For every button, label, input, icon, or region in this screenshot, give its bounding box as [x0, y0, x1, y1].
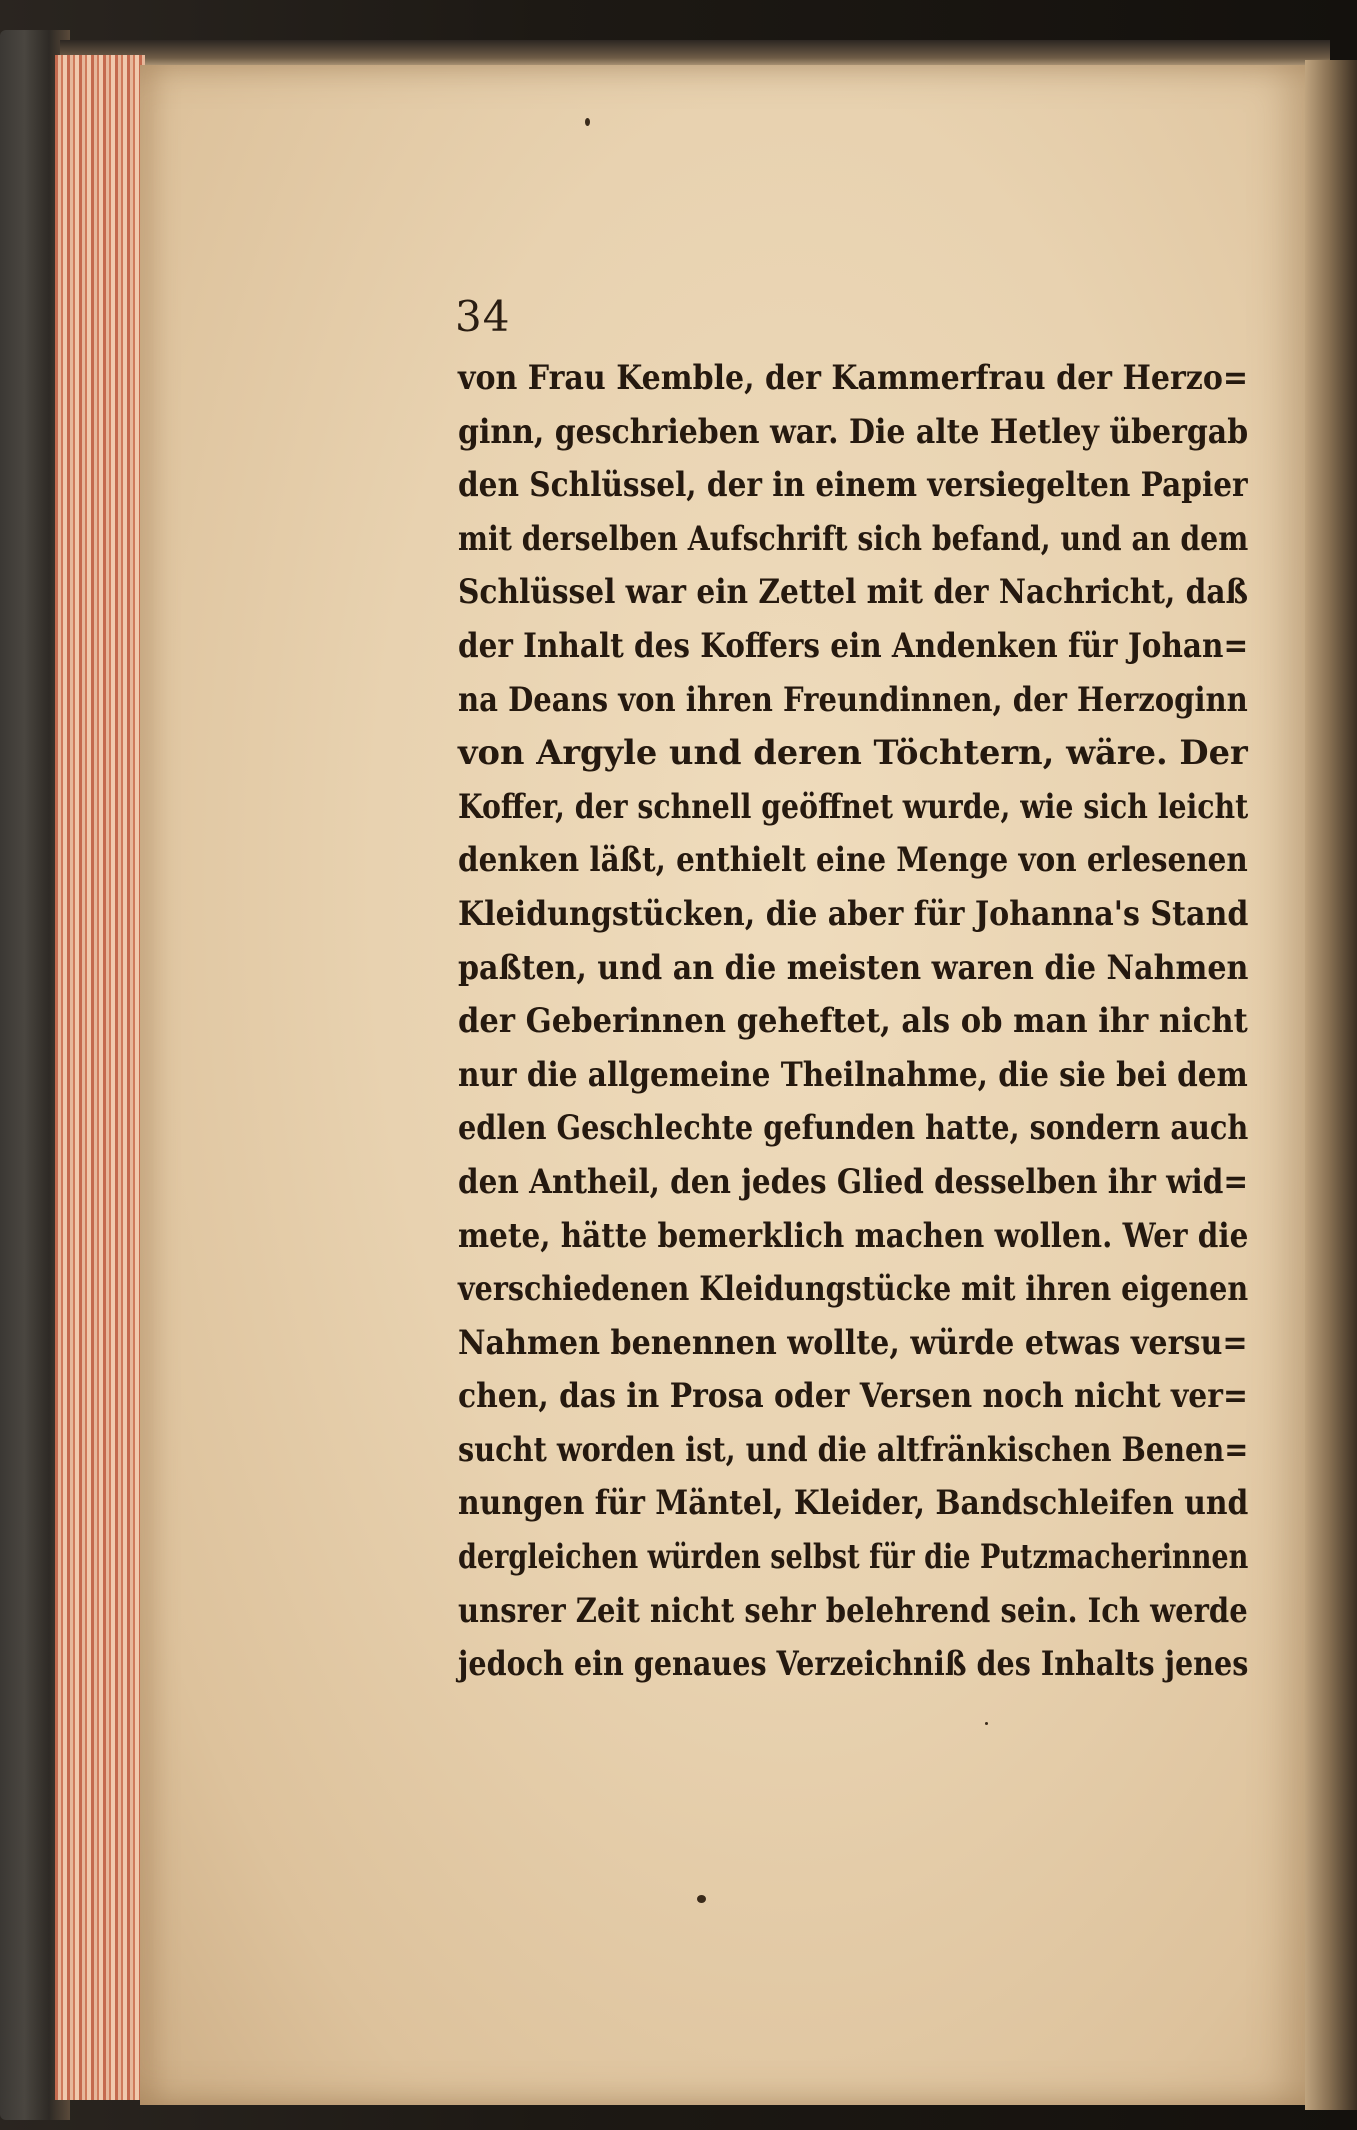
text-line: den Antheil, den jedes Glied desselben ihr wid= — [458, 1161, 1249, 1202]
text-line: der Inhalt des Koffers ein Andenken für Johan= — [458, 625, 1249, 666]
ink-speck — [585, 118, 590, 126]
text-line: ginn, geschrieben war. Die alte Hetley übergab — [458, 411, 1249, 452]
body-text — [458, 352, 1248, 1692]
text-line: Koffer, der schnell geöffnet wurde, wie sich leicht — [458, 786, 1249, 827]
page-stack-edges — [55, 55, 145, 2100]
text-line: sucht worden ist, und die altfränkischen Benen= — [458, 1429, 1249, 1470]
text-line: na Deans von ihren Freundinnen, der Herzoginn — [458, 679, 1248, 720]
text-line: edlen Geschlechte gefunden hatte, sondern auch — [458, 1108, 1249, 1149]
ink-speck — [697, 1895, 706, 1903]
text-line: Nahmen benennen wollte, würde etwas versu= — [458, 1322, 1248, 1363]
page-number: 34 — [455, 292, 511, 341]
text-line: verschiedenen Kleidungstücke mit ihren eigenen — [458, 1269, 1249, 1310]
text-line: unsrer Zeit nicht sehr belehrend sein. Ich werde — [458, 1590, 1248, 1631]
text-line: jedoch ein genaues Verzeichniß des Inhalts jenes — [458, 1644, 1249, 1685]
text-line: dergleichen würden selbst für die Putzmacherinnen — [458, 1537, 1249, 1578]
text-line: mit derselben Aufschrift sich befand, und an dem — [458, 518, 1249, 559]
text-line: chen, das in Prosa oder Versen noch nicht ver= — [458, 1376, 1248, 1417]
text-line: nungen für Mäntel, Kleider, Bandschleifen und — [458, 1483, 1249, 1524]
text-line: Schlüssel war ein Zettel mit der Nachricht, daß — [458, 572, 1249, 613]
text-line: paßten, und an die meisten waren die Nahmen — [458, 947, 1249, 988]
text-line: den Schlüssel, der in einem versiegelten Papier — [458, 465, 1248, 506]
text-line: von Argyle und deren Töchtern, wäre. Der — [458, 733, 1248, 774]
ink-speck — [985, 1722, 988, 1725]
text-line: der Geberinnen geheftet, als ob man ihr nicht — [458, 1001, 1248, 1042]
text-line: denken läßt, enthielt eine Menge von erlesenen — [458, 840, 1248, 881]
text-line: mete, hätte bemerklich machen wollen. Wer die — [458, 1215, 1249, 1256]
text-line: nur die allgemeine Theilnahme, die sie bei dem — [458, 1054, 1248, 1095]
text-line: Kleidungstücken, die aber für Johanna's Stand — [458, 893, 1249, 934]
page-gutter-shadow — [1305, 60, 1357, 2110]
text-line: von Frau Kemble, der Kammerfrau der Herzo= — [458, 358, 1249, 398]
